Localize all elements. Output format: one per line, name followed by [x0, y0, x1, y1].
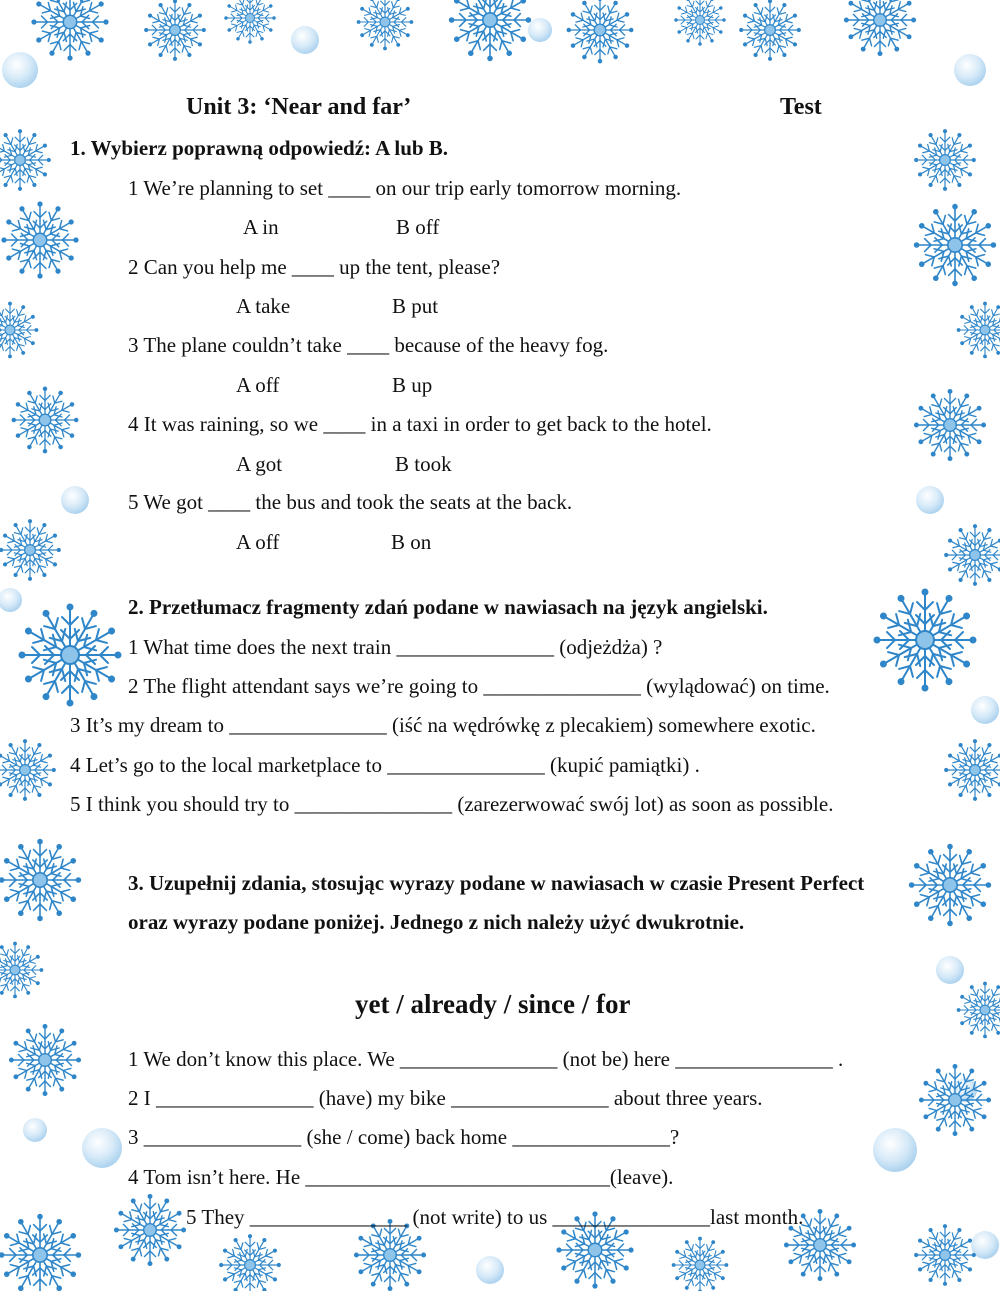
s1-q5-option-b: B on: [391, 530, 432, 554]
section3-heading-line2: oraz wyrazy podane poniżej. Jednego z nich należy użyć dwukrotnie.: [128, 910, 745, 934]
s1-question-1: 1 We’re planning to set ____ on our trip early tomorrow morning.: [128, 176, 682, 200]
s2-item-2: 2 The flight attendant says we’re going to _______________ (wylądować) on time.: [128, 674, 830, 698]
s2-item-1: 1 What time does the next train _______________ (odjeżdża) ?: [128, 635, 663, 659]
page-title: Unit 3: ‘Near and far’: [186, 94, 412, 120]
s3-item-2: 2 I _______________ (have) my bike _______________ about three years.: [128, 1086, 763, 1110]
s1-q3-option-b: B up: [392, 373, 433, 397]
section1-heading: 1. Wybierz poprawną odpowiedź: A lub B.: [70, 136, 449, 160]
s3-item-4: 4 Tom isn’t here. He _____________________________(leave).: [128, 1165, 674, 1189]
s1-question-4: 4 It was raining, so we ____ in a taxi in order to get back to the hotel.: [128, 412, 712, 436]
s2-item-4: 4 Let’s go to the local marketplace to _______________ (kupić pamiątki) .: [70, 753, 700, 777]
s1-question-5: 5 We got ____ the bus and took the seats at the back.: [128, 490, 573, 514]
s1-q2-option-a: A take: [236, 294, 291, 318]
s1-q4-option-b: B took: [395, 452, 452, 476]
s1-q1-option-a: A in: [243, 215, 279, 239]
s1-question-3: 3 The plane couldn’t take ____ because of the heavy fog.: [128, 333, 609, 357]
s1-q3-option-a: A off: [236, 373, 280, 397]
s2-item-3: 3 It’s my dream to _______________ (iść na wędrówkę z plecakiem) somewhere exotic.: [70, 713, 816, 737]
test-label: Test: [780, 94, 822, 120]
s3-item-1: 1 We don’t know this place. We _______________ (not be) here _______________ .: [128, 1047, 844, 1071]
word-bank: yet / already / since / for: [355, 989, 631, 1019]
s1-q4-option-a: A got: [236, 452, 283, 476]
s1-q2-option-b: B put: [392, 294, 439, 318]
section3-heading-line1: 3. Uzupełnij zdania, stosując wyrazy podane w nawiasach w czasie Present Perfect: [128, 871, 865, 895]
s3-item-3: 3 _______________ (she / come) back home _______________?: [128, 1125, 680, 1149]
s2-item-5: 5 I think you should try to _______________ (zarezerwować swój lot) as soon as possible.: [70, 792, 834, 816]
s1-q5-option-a: A off: [236, 530, 280, 554]
s3-item-5: 5 They _______________ (not write) to us _______________last month.: [186, 1205, 804, 1229]
section2-heading: 2. Przetłumacz fragmenty zdań podane w nawiasach na język angielski.: [128, 595, 768, 619]
s1-q1-option-b: B off: [396, 215, 440, 239]
s1-question-2: 2 Can you help me ____ up the tent, please?: [128, 255, 501, 279]
